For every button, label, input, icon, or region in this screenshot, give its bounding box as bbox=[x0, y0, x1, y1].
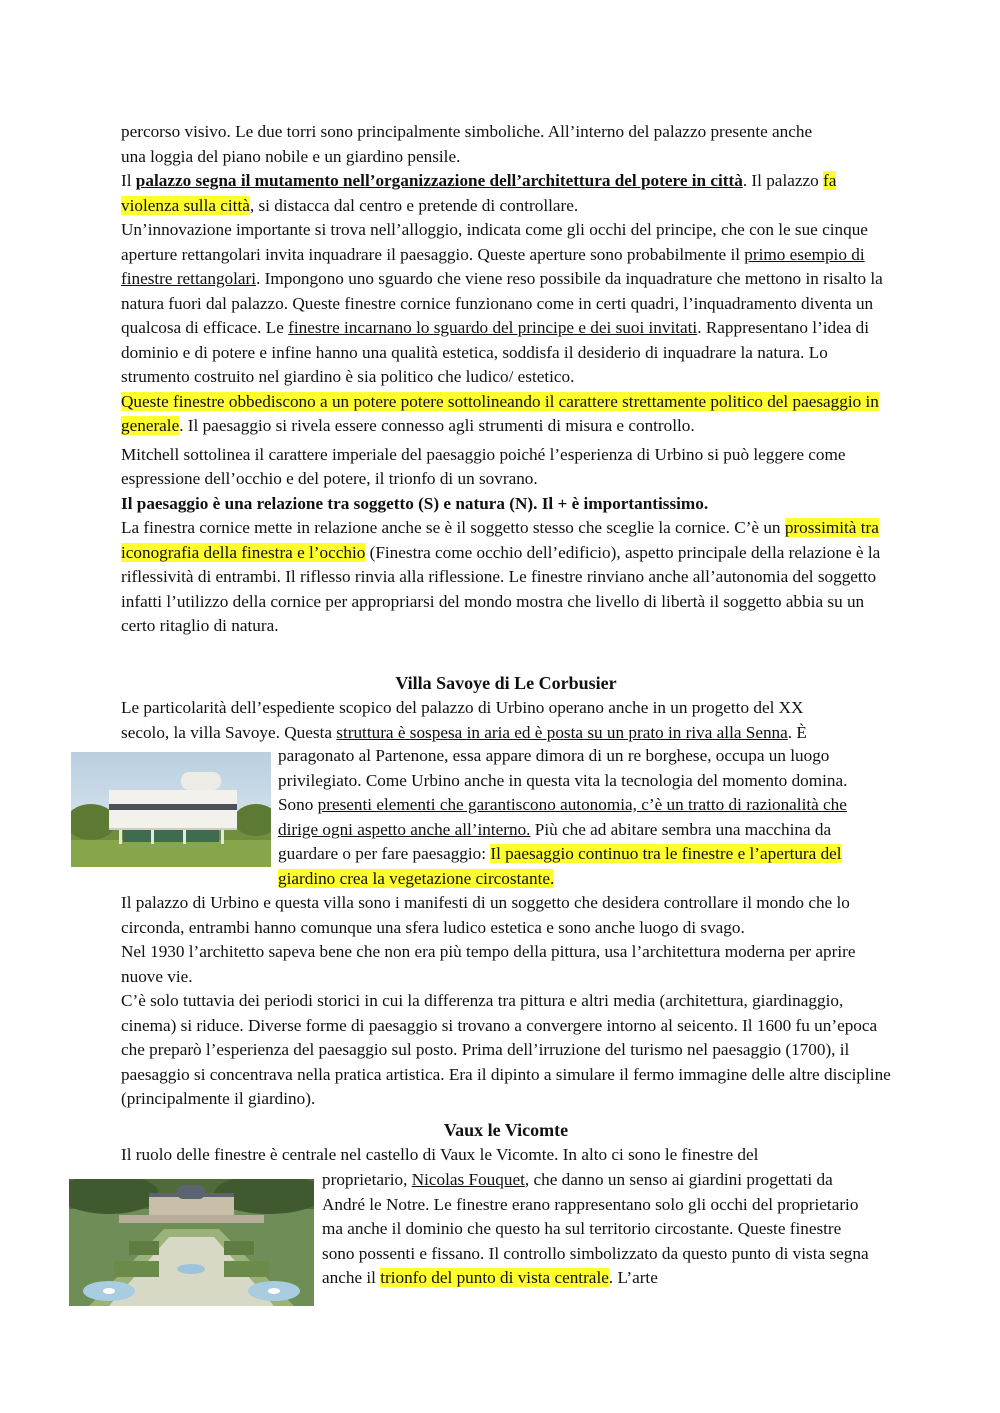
text-column-savoye bbox=[278, 744, 878, 891]
highlighted-text: prossimità tra iconografia della finestra e l’occhio bbox=[121, 518, 879, 562]
paragraph: Le particolarità dell’espediente scopico del palazzo di Urbino operano anche in un progetto del XX secolo, la villa Savoye. Questa struttura è sospesa in aria ed è posta su un prato in riva alla Senna. È bbox=[121, 698, 807, 742]
highlighted-text: Il paesaggio continuo tra le finestre e l’apertura del giardino crea la vegetazione circostante. bbox=[278, 844, 842, 888]
paragraph bbox=[121, 120, 891, 169]
villa-savoye-photo bbox=[71, 752, 271, 867]
text-line: una loggia del piano nobile e un giardino pensile. bbox=[121, 146, 461, 166]
highlighted-text: trionfo del punto di vista centrale bbox=[380, 1268, 609, 1287]
paragraph: proprietario, Nicolas Fouquet, che danno un senso ai giardini progettati da André le Notre. Le finestre erano rappresentano solo gli occhi del proprietario ma anche il dominio che questo ha sul territorio circostante. Queste finestre sono possenti e fissano. Il controllo simbolizzato da questo punto di vista segna anche il trionfo del punto di vista centrale. L’arte bbox=[322, 1170, 869, 1287]
text-line: percorso visivo. Le due torri sono principalmente simboliche. All’interno del palazzo presente anche bbox=[121, 122, 813, 141]
paragraph: La finestra cornice mette in relazione anche se è il soggetto stesso che sceglie la cornice. C’è un prossimità tra iconografia della finestra e l’occhio (Finestra come occhio dell’edificio), aspetto principale della relazione è la riflessività di entrambi. Il riflesso rinvia alla riflessione. Le finestre rinviano anche all’autonomia del soggetto infatti l’utilizzo della cornice per appropriarsi del mondo mostra che livello di libertà il soggetto abbia su un certo ritaglio di natura. bbox=[121, 518, 881, 635]
paragraph: C’è solo tuttavia dei periodi storici in cui la differenza tra pittura e altri media (architettura, giardinaggio, cinema) si riduce. Diverse forme di paesaggio si trovano a convergere intorno al seicento. Il 1600 fu un’epoca che preparò l’esperienza del paesaggio sul posto. Prima dell’irruzione del turismo nel paesaggio (1700), il paesaggio si concentrava nella pratica artistica. Era il dipinto a simulare il fermo immagine delle altre discipline (principalmente il giardino). bbox=[121, 991, 891, 1108]
text-column-vaux bbox=[322, 1168, 878, 1291]
underlined-text: struttura è sospesa in aria ed è posta su un prato in riva alla Senna bbox=[336, 722, 788, 742]
section-heading: Villa Savoye di Le Corbusier bbox=[395, 673, 617, 693]
section-heading: Vaux le Vicomte bbox=[443, 1120, 569, 1140]
highlighted-text: fa violenza sulla città bbox=[121, 171, 837, 215]
underlined-text: Nicolas Fouquet bbox=[411, 1170, 525, 1189]
vaux-le-vicomte-photo bbox=[69, 1179, 314, 1306]
underlined-text: finestre incarnano lo sguardo del principe e dei suoi invitati bbox=[288, 318, 698, 337]
bold-underlined-text: palazzo segna il mutamento nell’organizzazione dell’architettura del potere in città bbox=[135, 171, 743, 190]
text-block-after-savoye bbox=[121, 891, 891, 1112]
bold-paragraph: Il paesaggio è una relazione tra soggetto (S) e natura (N). Il + è importantissimo. bbox=[121, 493, 709, 513]
underlined-text: presenti elementi che garantiscono autonomia, c’è un tratto di razionalità che dirige ogni aspetto anche all’interno. bbox=[278, 795, 847, 839]
paragraph: Il palazzo di Urbino e questa villa sono i manifesti di un soggetto che desidera controllare il mondo che lo circonda, entrambi hanno comunque una sfera ludico estetica e sono anche luogo di svago. bbox=[121, 893, 850, 937]
section-villa-savoye bbox=[121, 670, 891, 745]
paragraph: Un’innovazione importante si trova nell’alloggio, indicata come gli occhi del principe, che con le sue cinque aperture rettangolari invita inquadrare il paesaggio. Queste aperture sono probabilmente il primo esempio di finestre rettangolari. Impongono uno sguardo che viene reso possibile da inquadrature che mettono in risalto la natura fuori dal palazzo. Queste finestre cornice funzionano come in certi quadri, l’inquadramento diventa un qualcosa di efficace. Le finestre incarnano lo sguardo del principe e dei suoi invitati. Rappresentano l’idea di dominio e di potere e infine hanno una qualità estetica, soddisfa il desiderio di inquadrare la natura. Lo strumento costruito nel giardino è sia politico che ludico/ estetico. bbox=[121, 220, 883, 386]
highlighted-text: Queste finestre obbediscono a un potere potere sottolineando il carattere strettamente politico del paesaggio in generale bbox=[121, 391, 879, 435]
paragraph: Nel 1930 l’architetto sapeva bene che non era più tempo della pittura, usa l’architettura moderna per aprire nuove vie. bbox=[121, 942, 856, 986]
underlined-text: primo esempio di finestre rettangolari bbox=[121, 244, 865, 288]
paragraph: Il ruolo delle finestre è centrale nel castello di Vaux le Vicomte. In alto ci sono le finestre del bbox=[121, 1145, 759, 1164]
section-vaux-le-vicomte bbox=[121, 1117, 891, 1168]
paragraph: Queste finestre obbediscono a un potere potere sottolineando il carattere strettamente politico del paesaggio in generale. Il paesaggio si rivela essere connesso agli strumenti di misura e controllo. bbox=[121, 391, 879, 435]
paragraph: Il palazzo segna il mutamento nell’organizzazione dell’architettura del potere in città. Il palazzo fa violenza sulla città, si distacca dal centro e pretende di controllare. bbox=[121, 171, 837, 215]
text-block-urbino bbox=[121, 120, 891, 639]
paragraph: paragonato al Partenone, essa appare dimora di un re borghese, occupa un luogo privilegiato. Come Urbino anche in questa vita la tecnologia del momento domina. Sono presenti elementi che garantiscono autonomia, c’è un tratto di razionalità che dirige ogni aspetto anche all’interno. Più che ad abitare sembra una macchina da guardare o per fare paesaggio: Il paesaggio continuo tra le finestre e l’apertura del giardino crea la vegetazione circostante. bbox=[278, 746, 848, 888]
paragraph: Mitchell sottolinea il carattere imperiale del paesaggio poiché l’esperienza di Urbino si può leggere come espressione dell’occhio e del potere, il trionfo di un sovrano. bbox=[121, 444, 846, 488]
